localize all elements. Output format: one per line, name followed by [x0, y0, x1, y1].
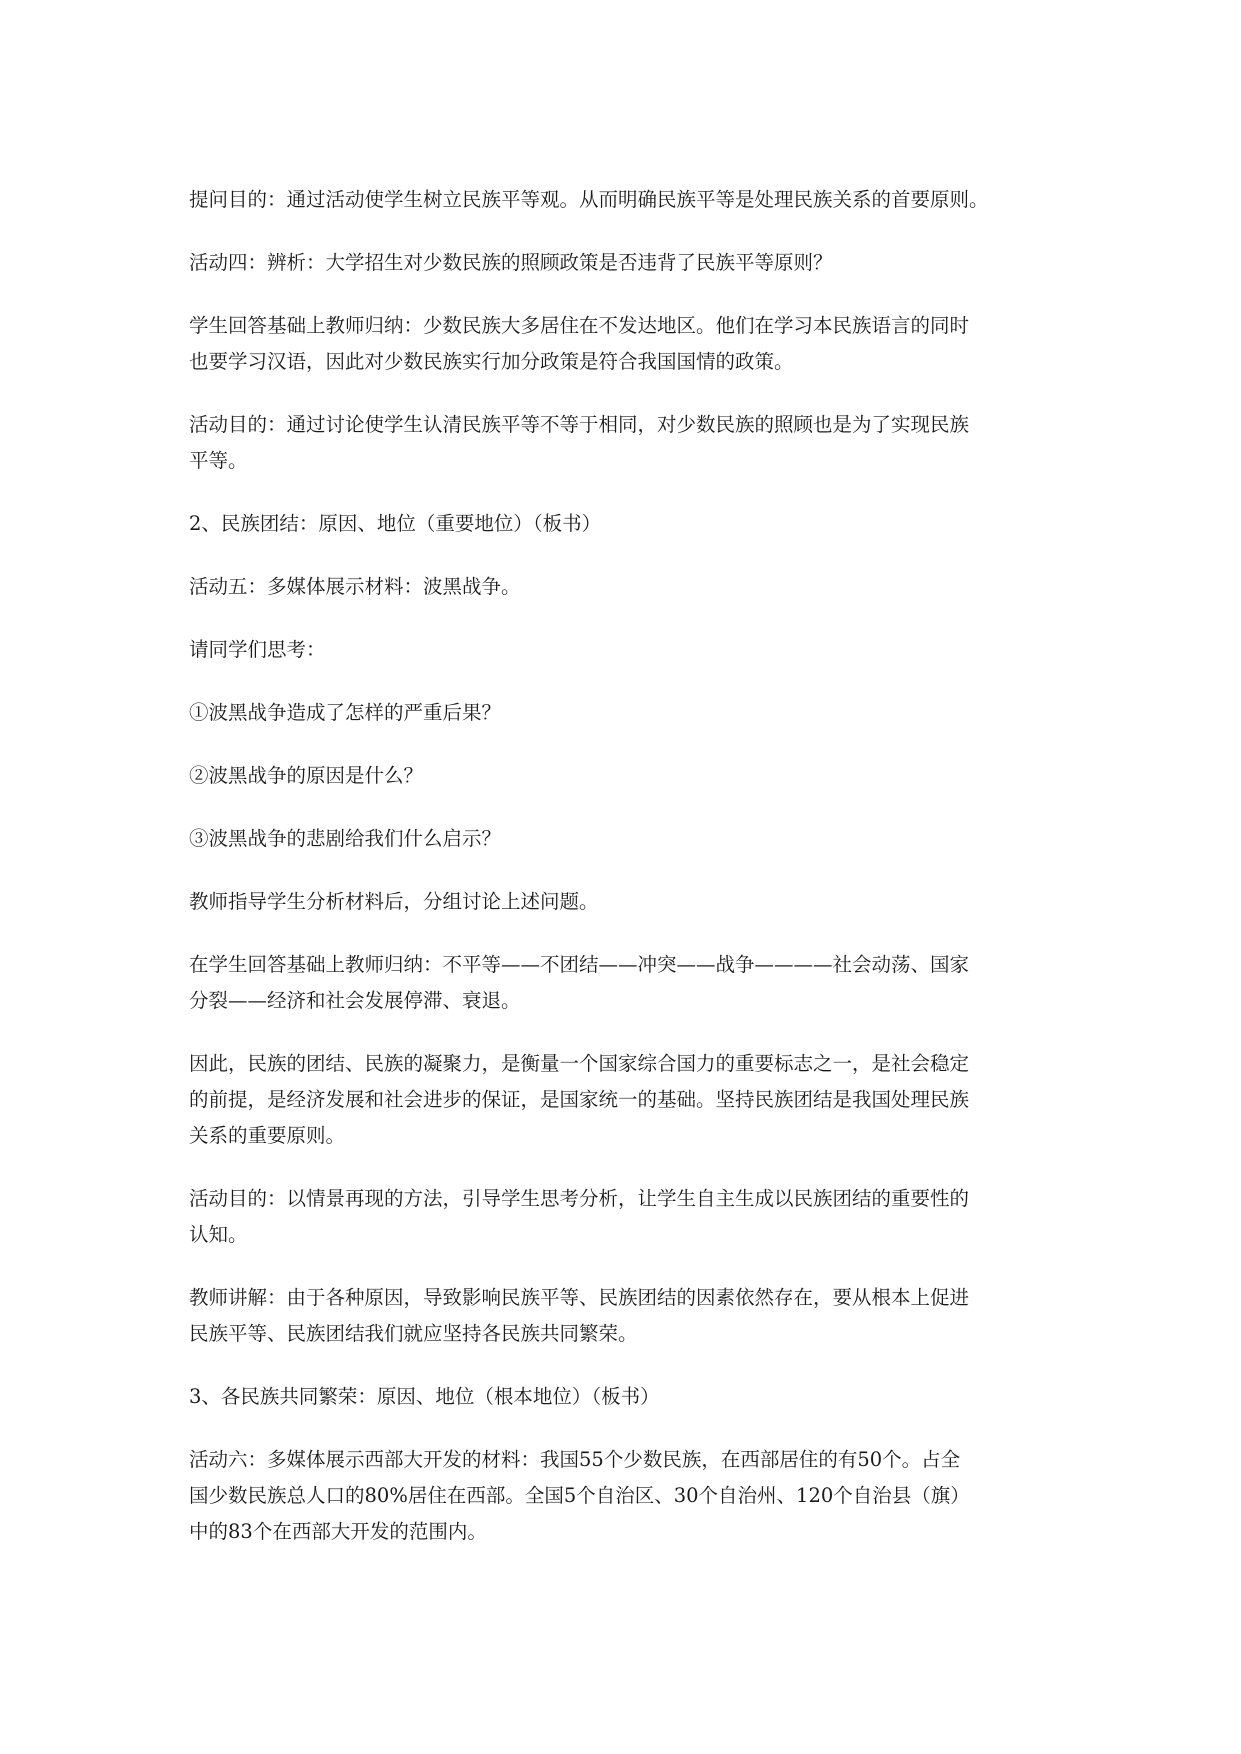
question-item-1 [189, 695, 1064, 731]
paragraph-teacher-summary-2 [189, 947, 1064, 1019]
text-line: 的前提，是经济发展和社会进步的保证，是国家统一的基础。坚持民族团结是我国处理民族 [189, 1088, 970, 1111]
text-line: 平等。 [189, 449, 248, 472]
text-line: ①波黑战争造成了怎样的严重后果？ [189, 701, 502, 724]
text-line: 活动六：多媒体展示西部大开发的材料：我国55个少数民族，在西部居住的有50个。占全 [189, 1448, 961, 1471]
text-line: 活动目的：以情景再现的方法，引导学生思考分析，让学生自主生成以民族团结的重要性的 [189, 1187, 970, 1210]
question-item-3 [189, 821, 1064, 857]
text-line: 提问目的：通过活动使学生树立民族平等观。从而明确民族平等是处理民族关系的首要原则。 [189, 188, 989, 211]
text-line: 民族平等、民族团结我们就应坚持各民族共同繁荣。 [189, 1322, 638, 1345]
text-line: 请同学们思考： [189, 638, 326, 661]
text-line: 教师指导学生分析材料后，分组讨论上述问题。 [189, 890, 599, 913]
paragraph-teacher-guidance [189, 884, 1064, 920]
text-line: 关系的重要原则。 [189, 1124, 346, 1147]
paragraph-activity-four [189, 245, 1064, 281]
text-line: 活动目的：通过讨论使学生认清民族平等不等于相同，对少数民族的照顾也是为了实现民族 [189, 413, 970, 436]
text-line: 活动四：辨析：大学招生对少数民族的照顾政策是否违背了民族平等原则？ [189, 251, 833, 274]
text-line: 国少数民族总人口的80%居住在西部。全国5个自治区、30个自治州、120个自治县（旗） [189, 1484, 970, 1507]
paragraph-activity-five [189, 569, 1064, 605]
section-heading-common-prosperity [189, 1379, 1064, 1415]
text-line: 认知。 [189, 1223, 248, 1246]
text-line: 教师讲解：由于各种原因，导致影响民族平等、民族团结的因素依然存在，要从根本上促进 [189, 1286, 970, 1309]
text-line: ③波黑战争的悲剧给我们什么启示？ [189, 827, 502, 850]
text-line: 因此，民族的团结、民族的凝聚力，是衡量一个国家综合国力的重要标志之一，是社会稳定 [189, 1052, 970, 1075]
paragraph-activity-six [189, 1442, 1064, 1550]
question-item-2 [189, 758, 1064, 794]
text-line: 3、各民族共同繁荣：原因、地位（根本地位）（板书） [189, 1385, 660, 1408]
text-line: 也要学习汉语，因此对少数民族实行加分政策是符合我国国情的政策。 [189, 350, 794, 373]
paragraph-teacher-summary-1 [189, 308, 1064, 380]
document-body [189, 182, 1064, 1577]
text-line: ②波黑战争的原因是什么？ [189, 764, 424, 787]
text-line: 分裂——经济和社会发展停滞、衰退。 [189, 989, 521, 1012]
text-line: 活动五：多媒体展示材料：波黑战争。 [189, 575, 521, 598]
text-line: 学生回答基础上教师归纳：少数民族大多居住在不发达地区。他们在学习本民族语言的同时 [189, 314, 970, 337]
text-line: 2、民族团结：原因、地位（重要地位）（板书） [189, 512, 602, 535]
paragraph-think-prompt [189, 632, 1064, 668]
text-line: 在学生回答基础上教师归纳：不平等——不团结——冲突——战争————社会动荡、国家 [189, 953, 970, 976]
paragraph-activity-purpose-1 [189, 407, 1064, 479]
section-heading-ethnic-unity [189, 506, 1064, 542]
paragraph-question-purpose [189, 182, 1064, 218]
paragraph-activity-purpose-2 [189, 1181, 1064, 1253]
paragraph-teacher-explanation [189, 1280, 1064, 1352]
text-line: 中的83个在西部大开发的范围内。 [189, 1520, 487, 1543]
paragraph-unity-importance [189, 1046, 1064, 1154]
